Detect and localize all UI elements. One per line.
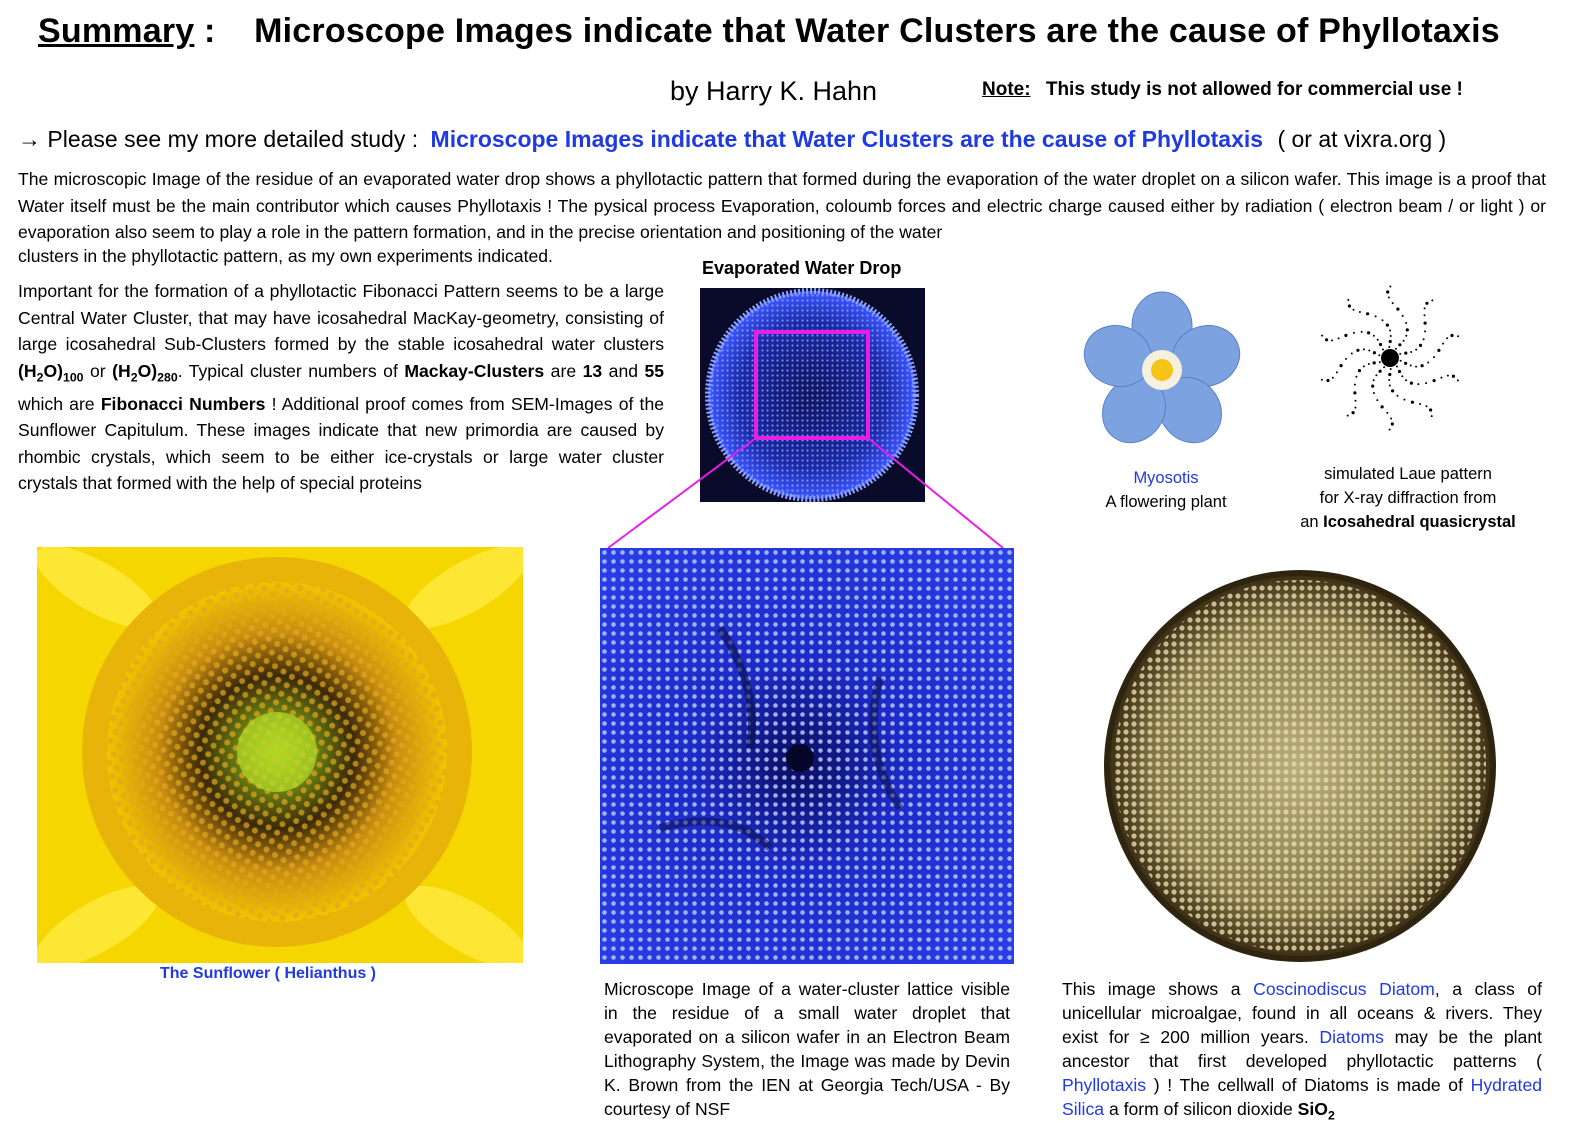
laue-line-1: simulated Laue pattern (1324, 465, 1492, 483)
number-55: 55 (644, 360, 665, 381)
study-link[interactable]: Microscope Images indicate that Water Clusters are the cause of Phyllotaxis (430, 126, 1264, 152)
diatom-caption: This image shows a Coscinodiscus Diatom, a class of unicellular microalgae, found in all oceans & rivers. They exist for ≥ 200 million years. Diatoms may be the plant ancestor that first developed phyllotactic patterns ( Phyllotaxis ) ! The cellwall of Diatoms is made of Hydrated Silica a form of silicon dioxide SiO$_2$ (1062, 979, 1543, 1123)
fibonacci-numbers: Fibonacci Numbers (100, 393, 266, 414)
myosotis-flower-image (1082, 288, 1242, 448)
h2o-280: $(H_2O)_{280}$ (112, 360, 178, 385)
diatoms-link[interactable]: Diatoms (1319, 1027, 1384, 1047)
myosotis-description: A flowering plant (1105, 493, 1227, 511)
diatom-image (1090, 568, 1516, 968)
laue-line-2: for X-ray diffraction from (1319, 489, 1497, 507)
laue-pattern-image (1300, 278, 1480, 446)
byline: by Harry K. Hahn (670, 76, 878, 106)
coscinodiscus-link[interactable]: Coscinodiscus Diatom (1253, 979, 1435, 999)
intro-paragraph: The microscopic Image of the residue of an evaporated water drop shows a phyllotactic pattern that formed during the evaporation of the water droplet on a silicon wafer. This image is a proof that Water itself must be the main contributor which causes Phyllotaxis ! The pysical process Evaporation, coloumb forces and electric charge caused either by radiation ( electron beam / or light ) or evaporation also seem to play a role in the pattern formation, and in the precise orientation and positioning of the water (18, 169, 1546, 242)
important-text-1: Important for the formation of a phyllotactic Fibonacci Pattern seems to be a large Central Water Cluster, that may have icosahedral MacKay-geometry, consisting of large icosahedral Sub-Clusters formed by the stable icosahedral water clusters (18, 281, 664, 354)
h2o-100: $(H_2O)_{100}$ (18, 360, 84, 385)
or-text: or (90, 360, 106, 381)
see-also-prefix: Please see my more detailed study : (47, 126, 419, 152)
hydrated-silica-link[interactable]: Hydrated Silica (1062, 1075, 1543, 1119)
mackay-clusters: Mackay-Clusters (404, 360, 545, 381)
important-text-3: ! Additional proof comes from SEM-Images of the Sunflower Capitulum. These images indicate that new primordia are caused by rhombic crystals, which seem to be either ice-crystals or large water cluster crystals that formed with the help of special proteins (18, 393, 665, 494)
note-text: This study is not allowed for commercial use ! (1045, 79, 1463, 100)
laue-caption (1292, 462, 1524, 534)
drop-label: Evaporated Water Drop (702, 258, 902, 278)
intro-last-line: clusters in the phyllotactic pattern, as my own experiments indicated. (18, 246, 553, 266)
microscope-lattice-image (600, 548, 1014, 964)
important-text-2: . Typical cluster numbers of (177, 360, 398, 381)
myosotis-name: Myosotis (1133, 469, 1199, 487)
note-label: Note: (982, 79, 1031, 100)
and-text: and (608, 360, 639, 381)
sunflower-caption: The Sunflower ( Helianthus ) (160, 965, 377, 982)
microscope-caption: Microscope Image of a water-cluster lattice visible in the residue of a small water droplet that evaporated on a silicon wafer in an Electron Beam Lithography System, the Image was made by Devin K. Brown from the IEN at Georgia Tech/USA - By courtesy of NSF (604, 979, 1010, 1119)
are-text: are (550, 360, 577, 381)
sunflower-image (37, 547, 523, 963)
sio2-formula: SiO$_2$ (1297, 1099, 1335, 1123)
title-text: Microscope Images indicate that Water Clusters are the cause of Phyllotaxis (254, 12, 1500, 50)
laue-line-3: an Icosahedral quasicrystal (1300, 513, 1516, 531)
summary-label: Summary (38, 12, 195, 50)
number-13: 13 (582, 360, 603, 381)
phyllotaxis-link[interactable]: Phyllotaxis (1062, 1075, 1147, 1095)
arrow-icon: → (18, 126, 41, 152)
myosotis-caption (1076, 466, 1256, 514)
which-are-text: which are (18, 393, 95, 414)
see-also-suffix: ( or at vixra.org ) (1277, 126, 1447, 152)
title-separator: : (204, 12, 216, 50)
